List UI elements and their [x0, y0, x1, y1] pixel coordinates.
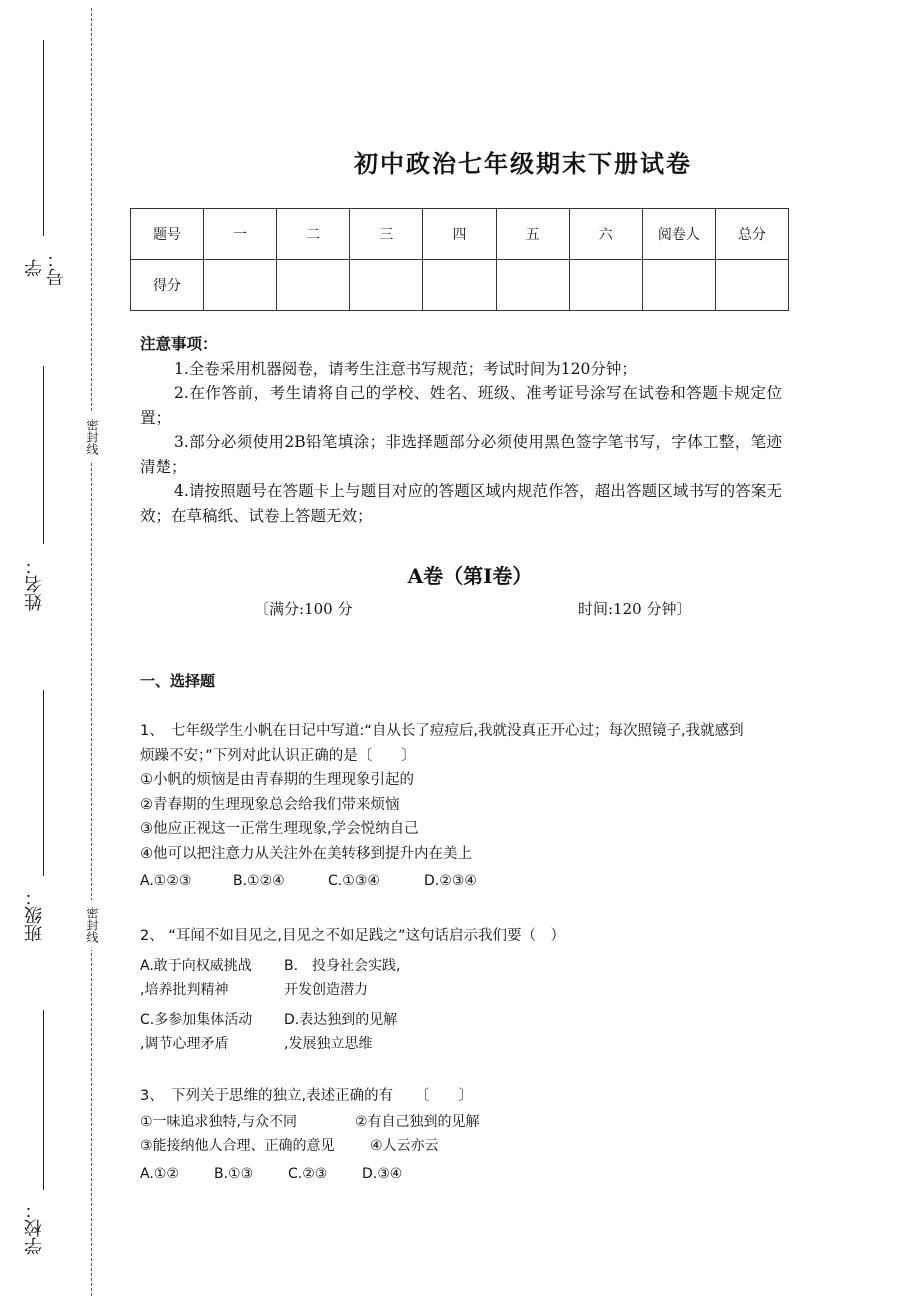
header-cell: 二	[277, 209, 350, 260]
question-3-option-a[interactable]: A.①②	[140, 1166, 179, 1182]
full-score: 〔满分:100 分	[254, 600, 353, 618]
question-1-stem-line2: 烦躁不安；”下列对此认识正确的是〔 〕	[140, 747, 416, 764]
question-1-option-c[interactable]: C.①③④	[328, 873, 380, 889]
student-id-line	[43, 40, 44, 236]
score-cell[interactable]	[350, 260, 423, 311]
header-cell: 阅卷人	[642, 209, 715, 260]
school-label: 学校：	[24, 1201, 45, 1255]
question-2-option-c[interactable]	[140, 1008, 252, 1056]
header-cell: 总分	[715, 209, 788, 260]
score-cell[interactable]	[423, 260, 496, 311]
question-1-option-b[interactable]: B.①②④	[233, 873, 285, 889]
score-cell[interactable]	[642, 260, 715, 311]
question-3-option-c[interactable]: C.②③	[288, 1166, 328, 1182]
option-line: ,培养批判精神	[140, 982, 229, 998]
option-line: ,调节心理矛盾	[140, 1036, 229, 1052]
part-one-title: 一、选择题	[140, 672, 216, 690]
score-cell[interactable]	[204, 260, 277, 311]
exam-title: 初中政治七年级期末下册试卷	[354, 149, 692, 178]
name-line	[43, 366, 44, 544]
score-cell[interactable]	[569, 260, 642, 311]
score-row-label: 得分	[131, 260, 204, 311]
question-2-option-a[interactable]	[140, 954, 252, 1002]
score-table-header-row	[131, 209, 789, 260]
note-item: 4.请按照题号在答题卡上与题目对应的答题区域内规范作答，超出答题区域书写的答案无效；在草稿纸、试卷上答题无效；	[140, 482, 782, 525]
score-table-score-row	[131, 260, 789, 311]
question-3-statement: ④人云亦云	[370, 1138, 439, 1154]
header-cell: 六	[569, 209, 642, 260]
option-line: D.表达独到的见解	[284, 1012, 398, 1028]
option-line: 开发创造潜力	[284, 982, 368, 998]
note-item: 2.在作答前，考生请将自己的学校、姓名、班级、准考证号涂写在试卷和答题卡规定位置；	[140, 384, 782, 427]
header-cell: 三	[350, 209, 423, 260]
option-line: ,发展独立思维	[284, 1036, 373, 1052]
question-3-statement: ②有自己独到的见解	[355, 1114, 480, 1130]
question-3-statement: ①一味追求独特,与众不同	[140, 1114, 298, 1130]
question-1-statement: ③他应正视这一正常生理现象,学会悦纳自己	[140, 821, 419, 837]
section-a-title: A卷（第I卷）	[407, 564, 533, 588]
header-cell: 一	[204, 209, 277, 260]
question-2-stem: 2、 “耳闻不如目见之,目见之不如足践之”这句话启示我们要（ ）	[140, 928, 565, 944]
score-cell[interactable]	[496, 260, 569, 311]
exam-time: 时间:120 分钟〕	[578, 600, 692, 618]
option-line: C.多参加集体活动	[140, 1012, 253, 1028]
name-label: 姓名：	[24, 557, 45, 611]
question-1	[140, 719, 790, 866]
seal-text-lower: 密封线	[82, 900, 100, 950]
question-1-statement: ①小帆的烦恼是由青春期的生理现象引起的	[140, 772, 414, 788]
header-cell: 五	[496, 209, 569, 260]
class-label: 班级：	[24, 888, 45, 942]
question-2	[140, 924, 790, 949]
note-item: 1.全卷采用机器阅卷，请考生注意书写规范；考试时间为120分钟；	[174, 359, 637, 378]
question-3-stem: 3、 下列关于思维的独立,表述正确的有 〔 〕	[140, 1088, 473, 1104]
question-1-statement: ④他可以把注意力从关注外在美转移到提升内在美上	[140, 845, 472, 862]
school-line	[43, 1010, 44, 1190]
header-cell: 四	[423, 209, 496, 260]
score-cell[interactable]	[277, 260, 350, 311]
question-3	[140, 1084, 790, 1109]
question-1-option-a[interactable]: A.①②③	[140, 873, 192, 889]
score-cell[interactable]	[715, 260, 788, 311]
notes-heading: 注意事项：	[140, 334, 218, 353]
question-3-option-d[interactable]: D.③④	[362, 1166, 403, 1182]
seal-text-upper: 密封线	[82, 412, 100, 462]
option-line: B. 投身社会实践,	[284, 958, 401, 974]
question-3-option-b[interactable]: B.①③	[214, 1166, 254, 1182]
question-2-option-d[interactable]	[284, 1008, 397, 1056]
student-id-label: 学号：	[24, 250, 67, 286]
question-1-stem-line1: 1、 七年级学生小帆在日记中写道:“自从长了痘痘后,我就没真正开心过；每次照镜子,我就感到	[140, 723, 744, 739]
score-table	[130, 208, 789, 311]
class-line	[43, 690, 44, 876]
seal-dashed-line	[91, 8, 92, 1296]
header-cell: 题号	[131, 209, 204, 260]
question-2-option-b[interactable]	[284, 954, 401, 1002]
question-1-option-d[interactable]: D.②③④	[424, 873, 477, 889]
option-line: A.敢于向权威挑战	[140, 958, 252, 974]
question-3-statement: ③能接纳他人合理、正确的意见	[140, 1138, 335, 1154]
exam-notes	[140, 332, 782, 528]
question-1-statement: ②青春期的生理现象总会给我们带来烦恼	[140, 796, 400, 813]
note-item: 3.部分必须使用2B铅笔填涂；非选择题部分必须使用黑色签字笔书写，字体工整，笔迹清楚；	[140, 433, 782, 476]
